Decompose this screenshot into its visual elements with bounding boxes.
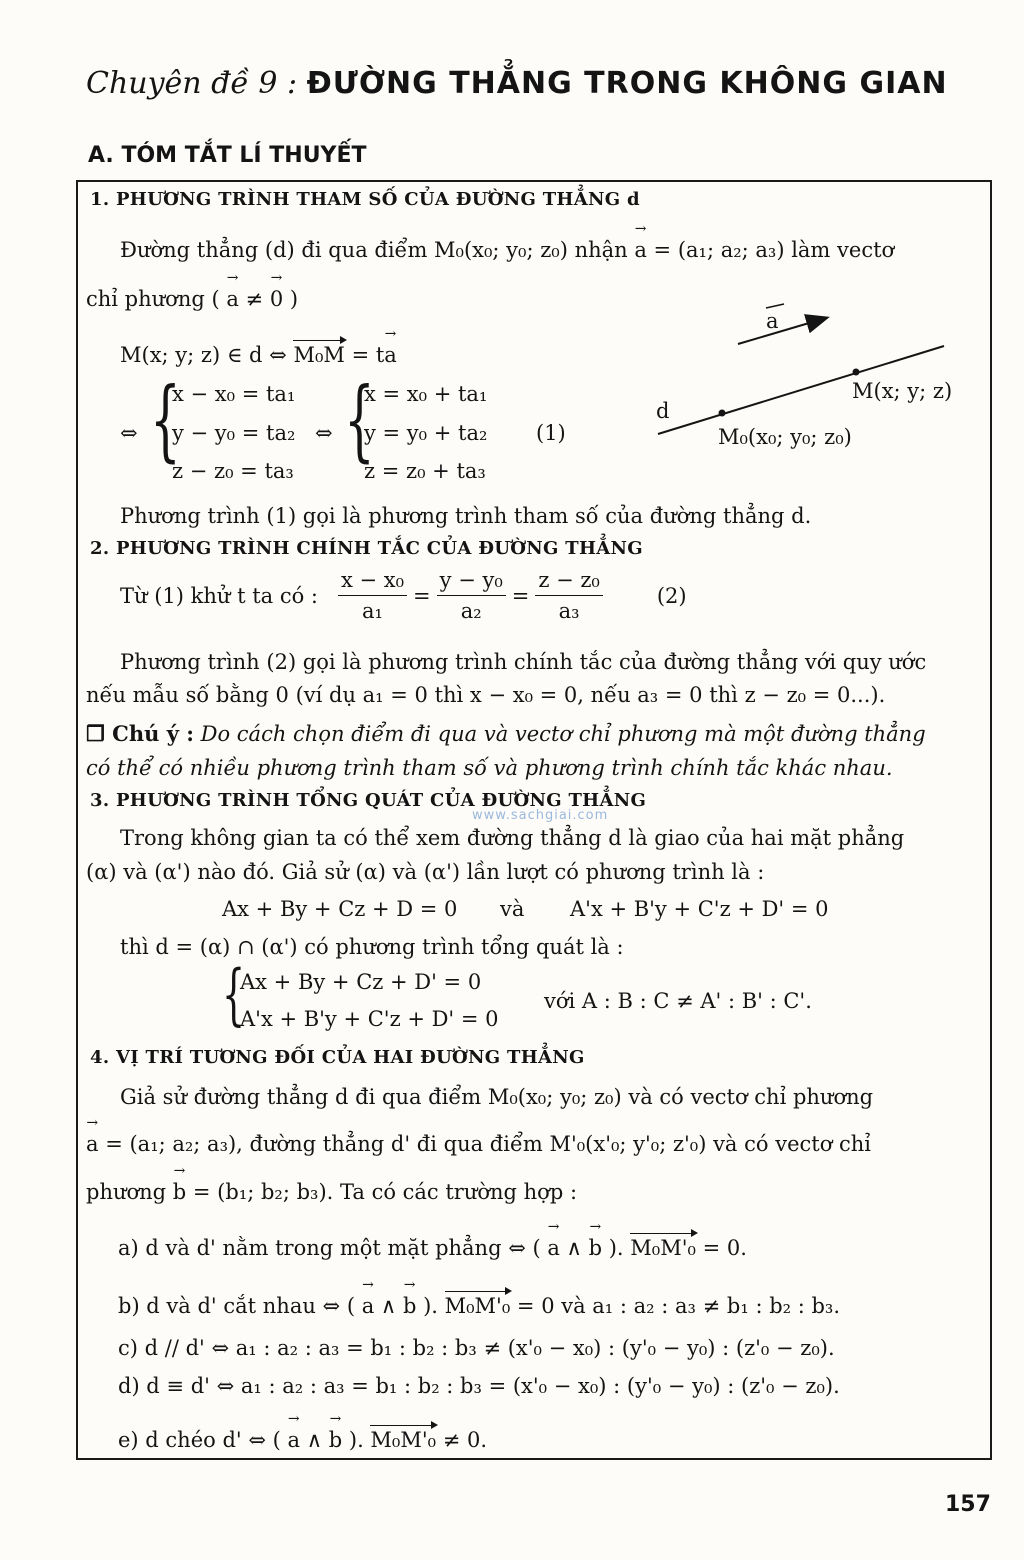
case-e: e) d chéo d' ⇔ ( → a ∧ → b ). M₀M'₀ ≠ 0. xyxy=(118,1425,487,1452)
conjunction: và xyxy=(500,897,525,921)
section-3-heading: 3. PHƯƠNG TRÌNH TỔNG QUÁT CỦA ĐƯỜNG THẲNG xyxy=(90,790,647,811)
general-system-row-1: Ax + By + Cz + D' = 0 xyxy=(240,970,482,994)
s3-paragraph-line-1: Trong không gian ta có thể xem đường thẳng d là giao của hai mặt phẳng xyxy=(120,826,905,850)
s1-equation-membership: M(x; y; z) ∈ d ⇔ M₀M = t→ a xyxy=(120,340,397,367)
point-m-dot xyxy=(853,369,860,376)
s1-paragraph-line-2: chỉ phương ( → a ≠ → 0 ) xyxy=(86,287,298,311)
general-system-condition: với A : B : C ≠ A' : B' : C'. xyxy=(544,989,812,1013)
system-2-brace: { xyxy=(344,368,375,471)
section-4-heading: 4. VỊ TRÍ TƯƠNG ĐỐI CỦA HAI ĐƯỜNG THẲNG xyxy=(90,1047,585,1068)
system-1-brace: { xyxy=(150,368,181,471)
fraction-x: $\frac{\text{x − x₀}}{\text{a₁}}$ xyxy=(338,568,407,623)
case-d: d) d ≡ d' ⇔ a₁ : a₂ : a₃ = b₁ : b₂ : b₃ = (x'₀ − x₀) : (y'₀ − y₀) : (z'₀ − z₀). xyxy=(118,1374,840,1398)
s4-paragraph-line-3: phương → b = (b₁; b₂; b₃). Ta có các trường hợp : xyxy=(86,1180,577,1204)
line-diagram xyxy=(640,296,980,466)
vector-label-arrow xyxy=(766,304,784,308)
s1-paragraph-line-1: Đường thẳng (d) đi qua điểm M₀(x₀; y₀; z₀) nhận → a = (a₁; a₂; a₃) làm vectơ xyxy=(120,238,894,262)
section-2-heading: 2. PHƯƠNG TRÌNH CHÍNH TẮC CỦA ĐƯỜNG THẲNG xyxy=(90,538,643,559)
s3-paragraph-line-3: thì d = (α) ∩ (α') có phương trình tổng quát là : xyxy=(120,935,624,959)
s2-canonical-equation: Từ (1) khử t ta có : $\frac{\text{x − x₀}}{\text{a₁}}$ = $\frac{\text{y − y₀}}{\text{a₂}}$ = $\frac{\text{z − z₀}}{\text{a₃}}$ (2) xyxy=(120,568,687,624)
system-1-row-1: x − x₀ = ta₁ xyxy=(172,382,296,406)
fraction-z: $\frac{\text{z − z₀}}{\text{a₃}}$ xyxy=(535,568,603,623)
case-a: a) d và d' nằm trong một mặt phẳng ⇔ ( → a ∧ → b ). M₀M'₀ = 0. xyxy=(118,1233,747,1260)
vector-label: a xyxy=(766,309,779,333)
general-system-row-2: A'x + B'y + C'z + D' = 0 xyxy=(240,1007,499,1031)
system-1-row-2: y − y₀ = ta₂ xyxy=(172,421,296,445)
s1-closing: Phương trình (1) gọi là phương trình tham số của đường thẳng d. xyxy=(120,504,812,528)
plane-equation-2: A'x + B'y + C'z + D' = 0 xyxy=(570,897,829,921)
s3-paragraph-line-2: (α) và (α') nào đó. Giả sử (α) và (α') lần lượt có phương trình là : xyxy=(86,860,765,884)
page-title-lead: Chuyên đề 9 : xyxy=(86,66,307,101)
point-m-label: M(x; y; z) xyxy=(852,379,953,403)
case-b: b) d và d' cắt nhau ⇔ ( → a ∧ → b ). M₀M'₀ = 0 và a₁ : a₂ : a₃ ≠ b₁ : b₂ : b₃. xyxy=(118,1291,840,1318)
section-heading: A. TÓM TẮT LÍ THUYẾT xyxy=(88,143,367,168)
s2-paragraph-line-1: Phương trình (2) gọi là phương trình chính tắc của đường thẳng với quy ước xyxy=(120,650,927,674)
general-system-brace: { xyxy=(222,956,246,1033)
plane-equation-1: Ax + By + Cz + D = 0 xyxy=(222,897,458,921)
system-2-row-3: z = z₀ + ta₃ xyxy=(364,459,486,483)
point-m0-dot xyxy=(719,410,726,417)
system-2-row-2: y = y₀ + ta₂ xyxy=(364,421,488,445)
page-number: 157 xyxy=(945,1492,991,1517)
system-1-row-3: z − z₀ = ta₃ xyxy=(172,459,294,483)
equivalence-symbol-2: ⇔ xyxy=(315,421,333,445)
note-label: ❒ Chú ý : xyxy=(86,721,194,746)
direction-vector-arrow xyxy=(738,318,826,344)
point-m0-label: M₀(x₀; y₀; z₀) xyxy=(718,425,852,449)
watermark: www.sachgiai.com xyxy=(472,808,609,823)
page-title-main: ĐƯỜNG THẲNG TRONG KHÔNG GIAN xyxy=(306,66,948,101)
s4-paragraph-line-2: → a = (a₁; a₂; a₃), đường thẳng d' đi qua điểm M'₀(x'₀; y'₀; z'₀) và có vectơ chỉ xyxy=(86,1132,871,1156)
note-line-1: ❒ Chú ý : Do cách chọn điểm đi qua và vectơ chỉ phương mà một đường thẳng xyxy=(86,721,926,746)
system-2-row-1: x = x₀ + ta₁ xyxy=(364,382,488,406)
case-c: c) d // d' ⇔ a₁ : a₂ : a₃ = b₁ : b₂ : b₃ ≠ (x'₀ − x₀) : (y'₀ − y₀) : (z'₀ − z₀). xyxy=(118,1336,835,1360)
equivalence-symbol: ⇔ xyxy=(120,421,138,445)
note-line-2: có thể có nhiều phương trình tham số và phương trình chính tắc khác nhau. xyxy=(86,756,893,780)
s2-paragraph-line-2: nếu mẫu số bằng 0 (ví dụ a₁ = 0 thì x − x₀ = 0, nếu a₃ = 0 thì z − z₀ = 0...). xyxy=(86,683,886,707)
equation-number-1: (1) xyxy=(536,421,566,445)
fraction-y: $\frac{\text{y − y₀}}{\text{a₂}}$ xyxy=(437,568,506,623)
section-1-heading: 1. PHƯƠNG TRÌNH THAM SỐ CỦA ĐƯỜNG THẲNG d xyxy=(90,189,640,210)
line-label-d: d xyxy=(656,399,670,423)
page-title xyxy=(86,66,948,101)
s4-paragraph-line-1: Giả sử đường thẳng d đi qua điểm M₀(x₀; y₀; z₀) và có vectơ chỉ phương xyxy=(120,1085,874,1109)
